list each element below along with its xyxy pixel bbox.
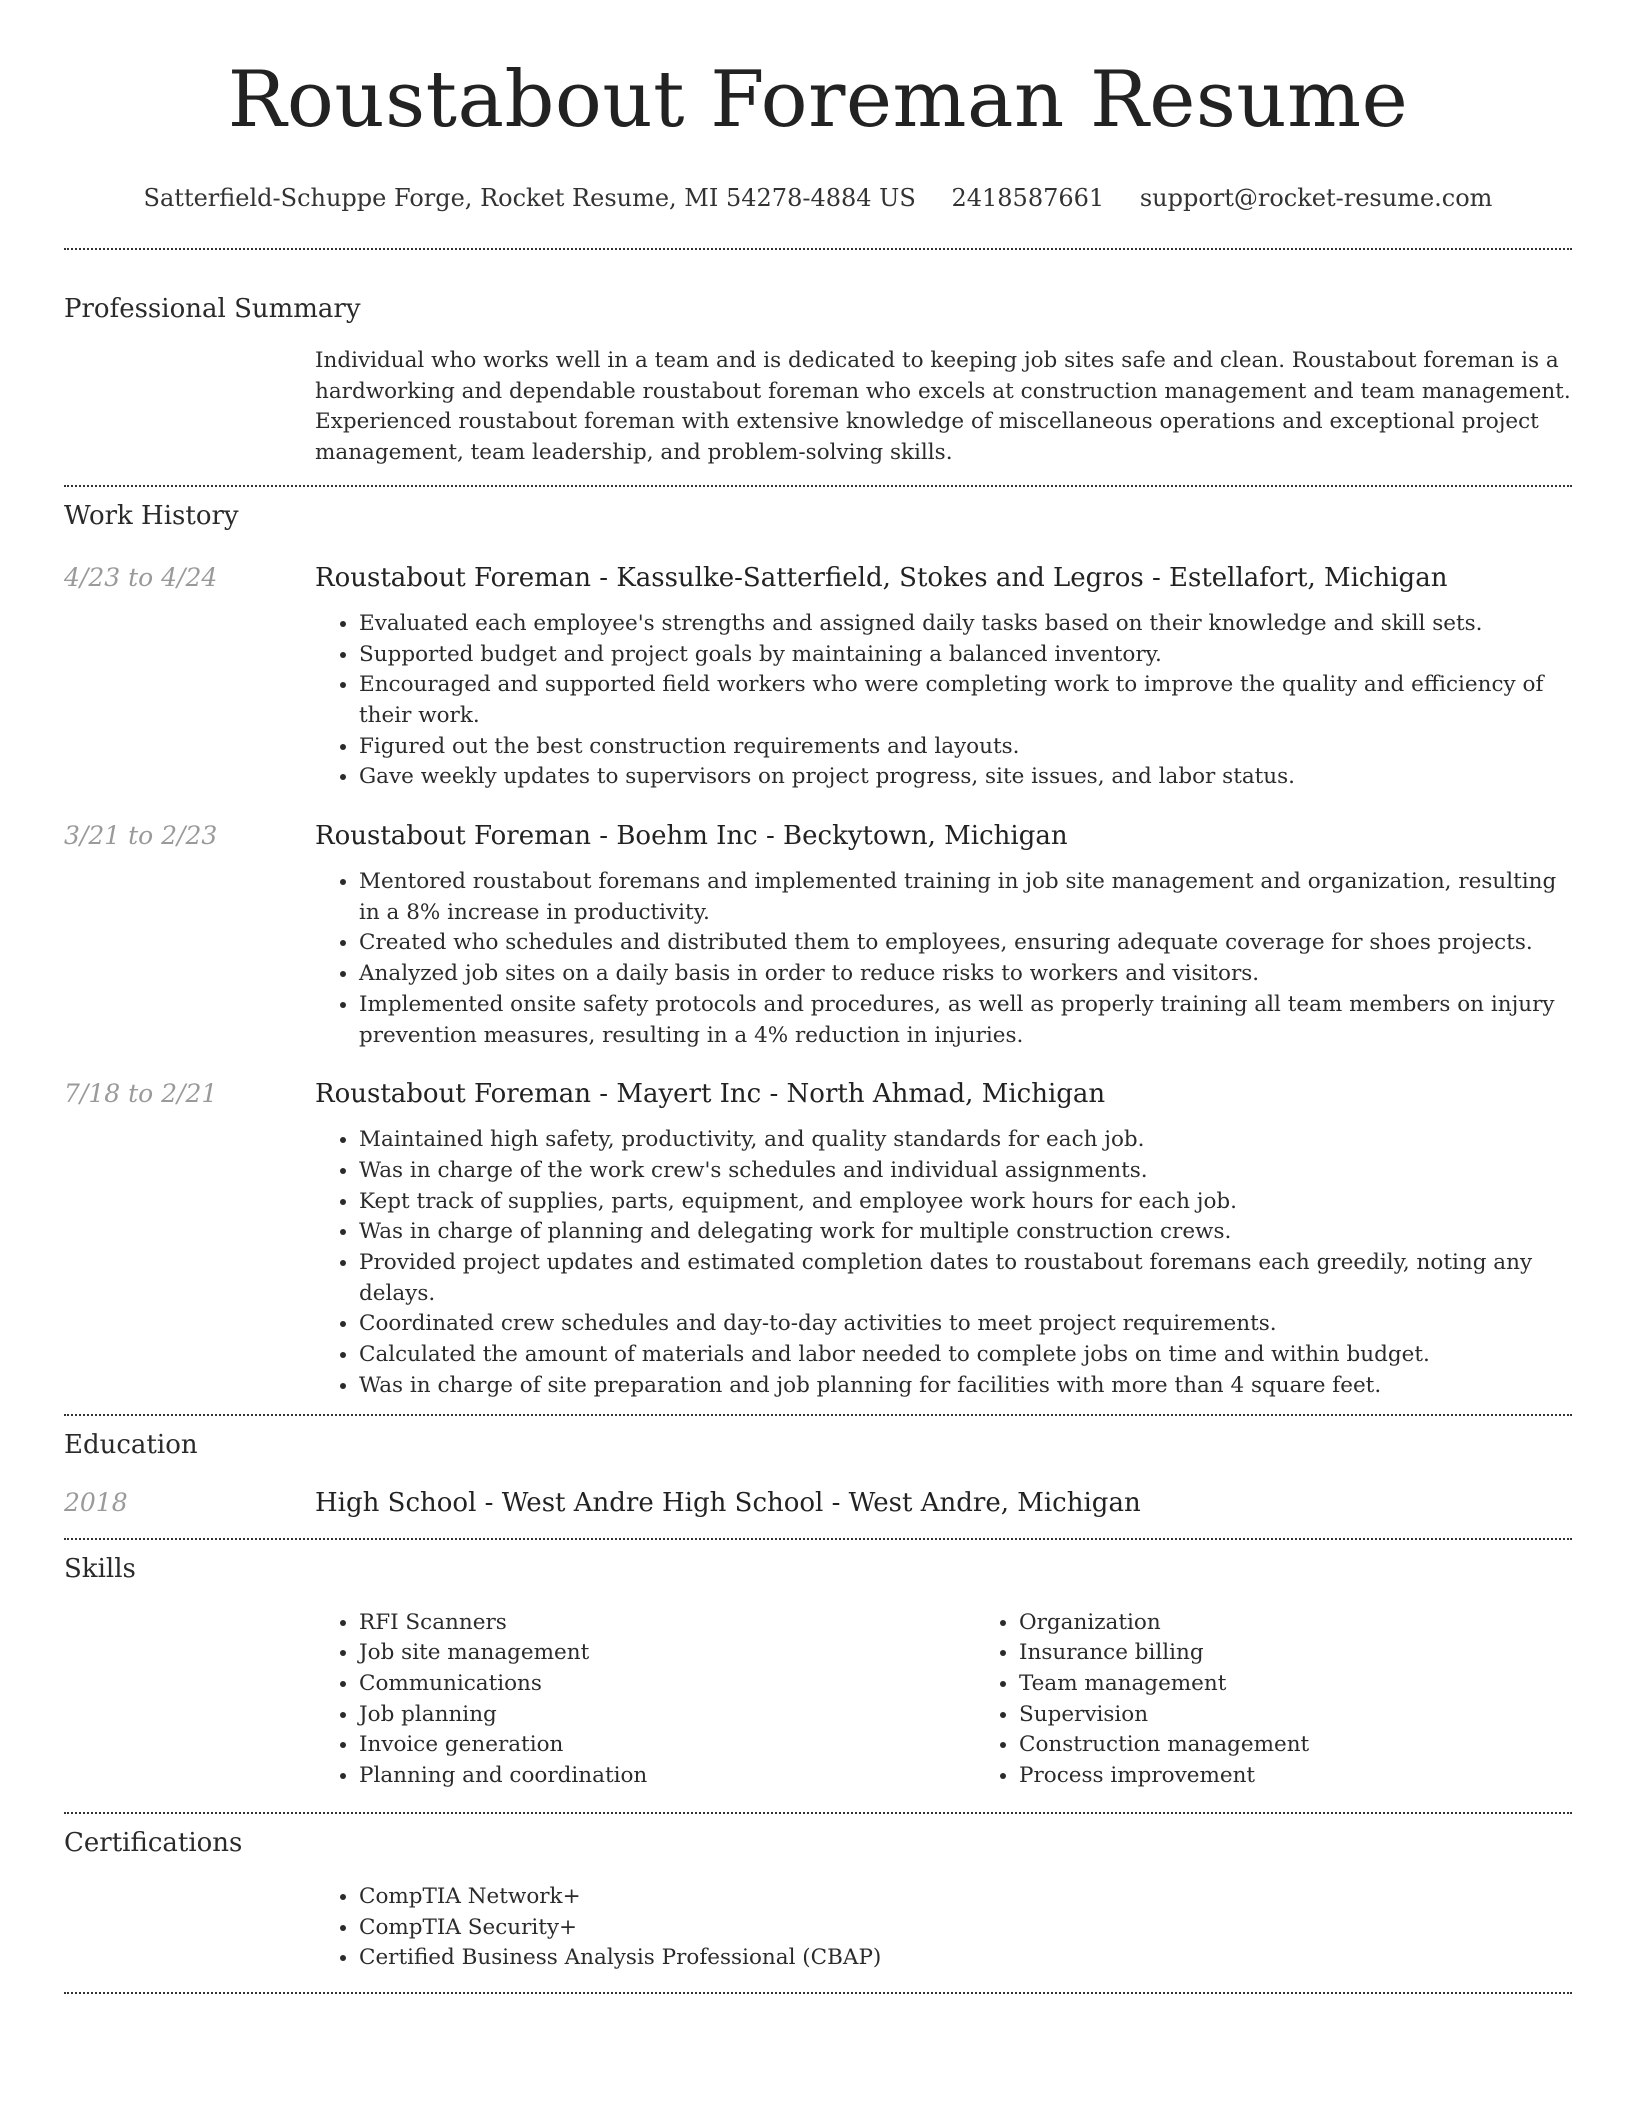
list-item: • Evaluated each employee's strengths and assigned daily tasks based on their knowledge and skill sets. [359,609,1572,640]
section-summary [64,292,1572,469]
section-certifications [64,1826,1572,1974]
skills-columns [315,1608,1572,1792]
section-education [64,1428,1572,1520]
education-entry [64,1486,1572,1520]
list-item: • Created who schedules and distributed them to employees, ensuring adequate coverage for shoes projects. [359,928,1572,959]
skill-item: • Team management [1019,1669,1632,1700]
job-entry [64,819,1572,1051]
section-heading-education: Education [64,1429,198,1460]
divider [64,1812,1572,1814]
list-item: • Was in charge of planning and delegating work for multiple construction crews. [359,1217,1572,1248]
certification-item: • CompTIA Network+ [359,1882,1572,1913]
job-bullets [315,867,1572,1051]
certification-item: • Certified Business Analysis Professional (CBAP) [359,1943,1572,1974]
skills-left [315,1608,975,1792]
job-list [64,561,1572,1402]
summary-text: Individual who works well in a team and is dedicated to keeping job sites safe and clean. Roustabout foreman is a hardworking and dependable roustabout foreman who excels at construction management and team management. Experienced roustabout foreman with extensive knowledge of miscellaneous operations and exceptional project management, team leadership, and problem-solving skills. [315,348,1571,466]
divider [64,1414,1572,1416]
job-entry [64,1077,1572,1401]
skill-item: • Job planning [359,1700,975,1731]
divider [64,248,1572,250]
skill-item: • Process improvement [1019,1761,1632,1792]
section-heading-summary: Professional Summary [64,294,361,324]
section-heading-skills: Skills [64,1553,136,1584]
skill-item: • Planning and coordination [359,1761,975,1792]
skill-item: • Invoice generation [359,1730,975,1761]
job-title: Roustabout Foreman - Kassulke-Satterfield, Stokes and Legros - Estellafort, Michigan [315,562,1448,593]
divider [64,1538,1572,1540]
education-title: High School - West Andre High School - West Andre, Michigan [315,1487,1141,1518]
list-item: • Provided project updates and estimated completion dates to roustabout foremans each greedily, noting any delays. [359,1248,1572,1309]
section-heading-work: Work History [64,500,239,531]
list-item: • Coordinated crew schedules and day-to-day activities to meet project requirements. [359,1309,1572,1340]
list-item: • Calculated the amount of materials and labor needed to complete jobs on time and within budget. [359,1340,1572,1371]
section-heading-certifications: Certifications [64,1827,243,1858]
education-year: 2018 [64,1487,128,1517]
skill-item: • Insurance billing [1019,1638,1632,1669]
job-bullets [315,609,1572,793]
skill-item: • Construction management [1019,1730,1632,1761]
list-item: • Maintained high safety, productivity, and quality standards for each job. [359,1125,1572,1156]
skill-item: • RFI Scanners [359,1608,975,1639]
list-item: • Gave weekly updates to supervisors on project progress, site issues, and labor status. [359,762,1572,793]
list-item: • Mentored roustabout foremans and implemented training in job site management and organization, resulting in a 8% increase in productivity. [359,867,1572,928]
job-entry [64,561,1572,793]
divider [64,1992,1572,1994]
resume-page [64,0,1572,1994]
skills-right [975,1608,1632,1792]
divider [64,485,1572,487]
list-item: • Was in charge of site preparation and job planning for facilities with more than 4 square feet. [359,1371,1572,1402]
job-dates: 4/23 to 4/24 [64,562,218,592]
resume-title: Roustabout Foreman Resume [227,55,1409,145]
certification-item: • CompTIA Security+ [359,1913,1572,1944]
job-bullets [315,1125,1572,1401]
job-dates: 7/18 to 2/21 [64,1079,218,1109]
job-title: Roustabout Foreman - Boehm Inc - Beckytown, Michigan [315,821,1068,852]
contact-line [64,182,1572,214]
certification-list [315,1882,1572,1974]
job-dates: 3/21 to 2/23 [64,821,218,851]
list-item: • Supported budget and project goals by maintaining a balanced inventory. [359,640,1572,671]
skill-item: • Communications [359,1669,975,1700]
list-item: • Encouraged and supported field workers who were completing work to improve the quality and efficiency of their work. [359,670,1572,731]
list-item: • Kept track of supplies, parts, equipment, and employee work hours for each job. [359,1187,1572,1218]
contact-email: support@rocket-resume.com [1139,184,1493,212]
skill-item: • Job site management [359,1638,975,1669]
skill-item: • Supervision [1019,1700,1632,1731]
job-title: Roustabout Foreman - Mayert Inc - North Ahmad, Michigan [315,1079,1106,1110]
list-item: • Was in charge of the work crew's schedules and individual assignments. [359,1156,1572,1187]
skill-item: • Organization [1019,1608,1632,1639]
contact-phone: 2418587661 [951,184,1105,212]
section-work-history [64,499,1572,1402]
section-skills [64,1552,1572,1792]
contact-address: Satterfield-Schuppe Forge, Rocket Resume, MI 54278-4884 US [143,184,916,212]
list-item: • Figured out the best construction requirements and layouts. [359,732,1572,763]
list-item: • Analyzed job sites on a daily basis in order to reduce risks to workers and visitors. [359,959,1572,990]
list-item: • Implemented onsite safety protocols and procedures, as well as properly training all team members on injury prevention measures, resulting in a 4% reduction in injuries. [359,990,1572,1051]
